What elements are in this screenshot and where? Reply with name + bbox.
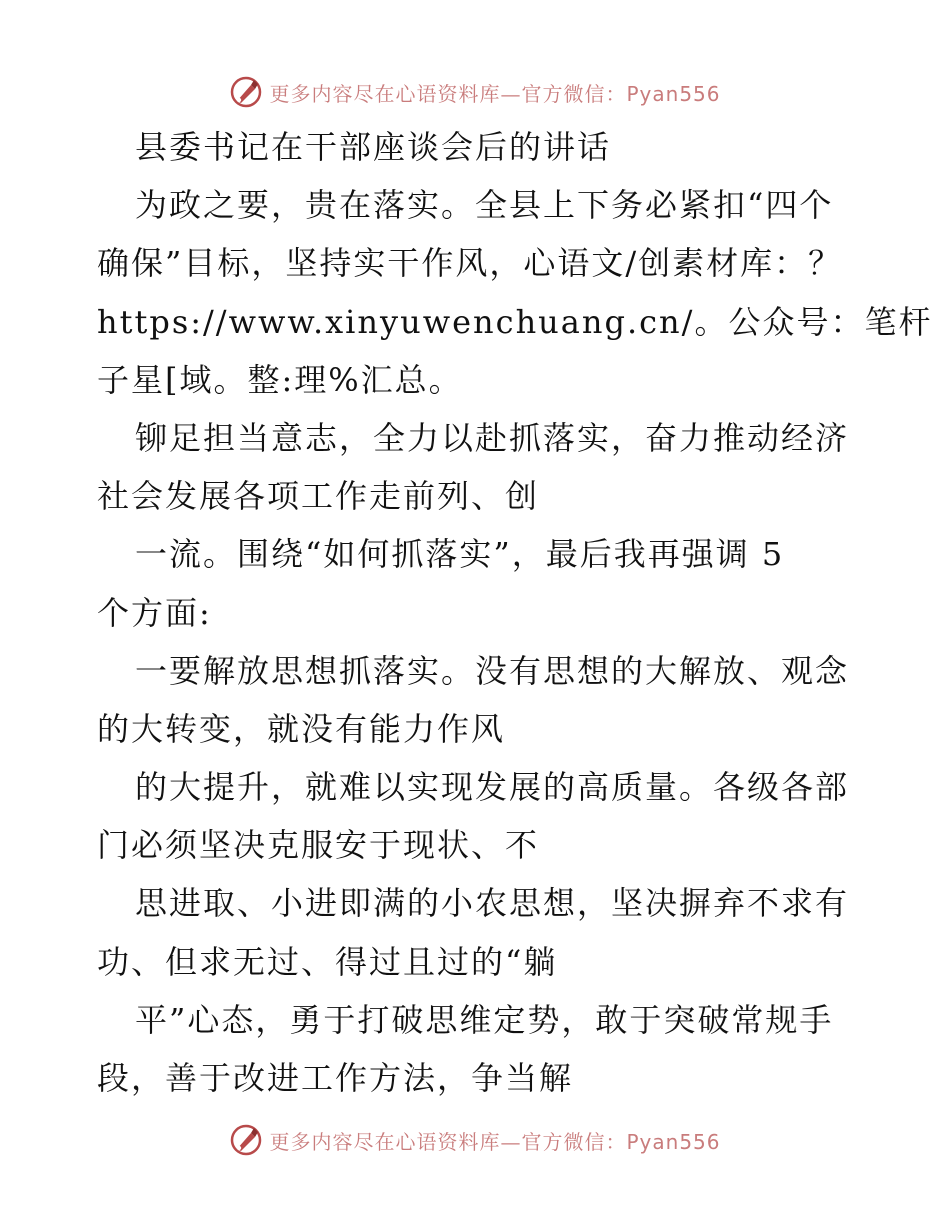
watermark-text: 更多内容尽在心语资料库—官方微信：Pyan556 [269, 81, 721, 106]
pen-logo-icon [229, 75, 263, 109]
paragraph-line: https://www.xinyuwenchuang.cn/。公众号：笔杆 [97, 302, 933, 341]
header-watermark [0, 72, 950, 112]
watermark-text: 更多内容尽在心语资料库—官方微信：Pyan556 [269, 1129, 721, 1154]
paragraph-line: 铆足担当意志，全力以赴抓落实，奋力推动经济 [135, 418, 850, 457]
paragraph-line: 门必须坚决克服安于现状、不 [97, 826, 540, 865]
paragraph-line: 一流。围绕“如何抓落实”，最后我再强调 5 [135, 535, 785, 574]
paragraph-line: 功、但求无过、得过且过的“躺 [97, 942, 558, 981]
paragraph-line: 思进取、小进即满的小农思想，坚决摒弃不求有 [135, 884, 850, 923]
footer-watermark [0, 1120, 950, 1160]
paragraph-line: 社会发展各项工作走前列、创 [97, 477, 540, 516]
paragraph-line: 个方面: [97, 593, 212, 632]
paragraph-line: 子星[域。整:理%汇总。 [97, 360, 463, 399]
paragraph-line: 一要解放思想抓落实。没有思想的大解放、观念 [135, 651, 850, 690]
paragraph-line: 确保”目标，坚持实干作风，心语文/创素材库：？ [97, 244, 843, 283]
paragraph-line: 平”心态，勇于打破思维定势，敢于突破常规手 [135, 1000, 834, 1039]
document-title: 县委书记在干部座谈会后的讲话 [135, 128, 612, 166]
paragraph-line: 的大提升，就难以实现发展的高质量。各级各部 [135, 768, 850, 807]
pen-logo-icon [229, 1123, 263, 1157]
paragraph-line: 段，善于改进工作方法，争当解 [97, 1059, 574, 1097]
paragraph-line: 为政之要，贵在落实。全县上下务必紧扣“四个 [135, 186, 834, 225]
document-body [97, 118, 933, 1107]
paragraph-line: 的大转变，就没有能力作风 [97, 709, 506, 748]
